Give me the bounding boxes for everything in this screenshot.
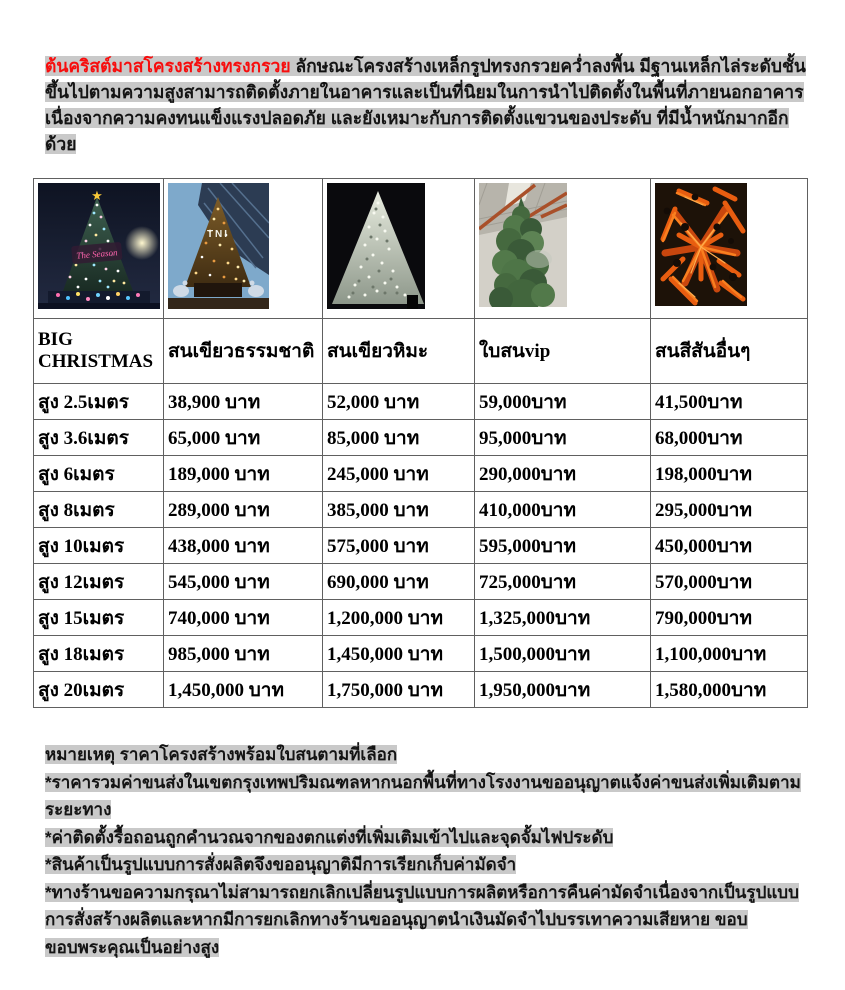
- table-row: [34, 492, 808, 528]
- table-row: [34, 600, 808, 636]
- price-cell: 690,000 บาท: [323, 564, 475, 600]
- table-row: [34, 420, 808, 456]
- price-cell: 41,500บาท: [651, 384, 808, 420]
- photo-gold-tree-tni-building-image: [168, 183, 269, 309]
- height-cell: สูง 15เมตร: [34, 600, 164, 636]
- price-cell: 290,000บาท: [475, 456, 651, 492]
- photo-cell: [651, 179, 808, 319]
- photo-cell: [164, 179, 323, 319]
- photo-tni-text: TNI: [206, 229, 230, 240]
- height-cell: สูง 10เมตร: [34, 528, 164, 564]
- price-cell: 740,000 บาท: [164, 600, 323, 636]
- price-cell: 289,000 บาท: [164, 492, 323, 528]
- price-cell: 1,100,000บาท: [651, 636, 808, 672]
- table-row: [34, 456, 808, 492]
- intro-body-text: ลักษณะโครงสร้างเหล็กรูปทรงกรวยคว่ำลงพื้น มีฐานเหล็กไล่ระดับชั้นขึ้นไปตามความสูงสามารถติดตั้งภายในอาคารและเป็นที่นิยมในการนำไปติดตั้งในพื้นที่ภายนอกอาคารเนื่องจากความคงทนแข็งแรงปลอดภัย และยังเหมาะกับการติดตั้งแขวนของประดับ ที่มีน้ำหนักมากอีกด้วย: [45, 56, 806, 154]
- price-cell: 38,900 บาท: [164, 384, 323, 420]
- col-header-snow-green-pine: สนเขียวหิมะ: [323, 319, 475, 384]
- photo-cell: [323, 179, 475, 319]
- photo-orange-pine-closeup-image: [655, 183, 747, 306]
- price-cell: 189,000 บาท: [164, 456, 323, 492]
- table-row: [34, 384, 808, 420]
- photo-cell: [475, 179, 651, 319]
- intro-paragraph: [45, 53, 813, 157]
- price-cell: 68,000บาท: [651, 420, 808, 456]
- star-icon: ★: [91, 188, 103, 203]
- price-cell: 595,000บาท: [475, 528, 651, 564]
- price-cell: 95,000บาท: [475, 420, 651, 456]
- price-cell: 85,000 บาท: [323, 420, 475, 456]
- price-cell: 725,000บาท: [475, 564, 651, 600]
- price-cell: 1,580,000บาท: [651, 672, 808, 708]
- price-cell: 545,000 บาท: [164, 564, 323, 600]
- table-header-row: [34, 319, 808, 384]
- price-cell: 575,000 บาท: [323, 528, 475, 564]
- height-cell: สูง 12เมตร: [34, 564, 164, 600]
- price-cell: 52,000 บาท: [323, 384, 475, 420]
- price-cell: 295,000บาท: [651, 492, 808, 528]
- col-header-vip-pine: ใบสนvip: [475, 319, 651, 384]
- photo-sign-text: The Season: [75, 247, 118, 261]
- height-cell: สูง 20เมตร: [34, 672, 164, 708]
- price-cell: 245,000 บาท: [323, 456, 475, 492]
- note-deposit: *สินค้าเป็นรูปแบบการสั่งผลิตจึงขออนุญาติมีการเรียกเก็บค่ามัดจำ: [45, 855, 517, 874]
- price-table: [33, 178, 808, 708]
- height-cell: สูง 2.5เมตร: [34, 384, 164, 420]
- notes-section: [45, 741, 815, 961]
- price-cell: 410,000บาท: [475, 492, 651, 528]
- price-cell: 1,450,000 บาท: [164, 672, 323, 708]
- table-row: [34, 672, 808, 708]
- photo-row: [34, 179, 808, 319]
- col-header-natural-green-pine: สนเขียวธรรมชาติ: [164, 319, 323, 384]
- intro-title-red: ต้นคริสต์มาสโครงสร้างทรงกรวย: [45, 56, 291, 76]
- price-cell: 450,000บาท: [651, 528, 808, 564]
- height-cell: สูง 18เมตร: [34, 636, 164, 672]
- photo-white-snow-tree-image: [327, 183, 425, 309]
- price-cell: 1,325,000บาท: [475, 600, 651, 636]
- price-cell: 59,000บาท: [475, 384, 651, 420]
- height-cell: สูง 6เมตร: [34, 456, 164, 492]
- price-cell: 198,000บาท: [651, 456, 808, 492]
- height-cell: สูง 8เมตร: [34, 492, 164, 528]
- price-cell: 570,000บาท: [651, 564, 808, 600]
- col-header-big-christmas: BIG CHRISTMAS: [34, 319, 164, 384]
- price-cell: 385,000 บาท: [323, 492, 475, 528]
- height-cell: สูง 3.6เมตร: [34, 420, 164, 456]
- price-cell: 790,000บาท: [651, 600, 808, 636]
- price-cell: 1,500,000บาท: [475, 636, 651, 672]
- price-cell: 65,000 บาท: [164, 420, 323, 456]
- photo-night-tree-the-season-image: [38, 183, 160, 309]
- photo-green-natural-pine-image: [479, 183, 567, 307]
- price-cell: 1,450,000 บาท: [323, 636, 475, 672]
- price-cell: 438,000 บาท: [164, 528, 323, 564]
- price-cell: 1,750,000 บาท: [323, 672, 475, 708]
- note-shipping: *ราคารวมค่าขนส่งในเขตกรุงเทพปริมณฑลหากนอกพื้นที่ทางโรงงานขออนุญาตแจ้งค่าขนส่งเพิ่มเติมตามระยะทาง: [45, 772, 801, 819]
- note-install: *ค่าติดตั้งรื้อถอนถูกคำนวณจากของตกแต่งที่เพิ่มเติมเข้าไปและจุดจั้มไฟประดับ: [45, 827, 614, 847]
- photo-cell: [34, 179, 164, 319]
- table-row: [34, 528, 808, 564]
- price-cell: 1,950,000บาท: [475, 672, 651, 708]
- col-header-colored-pine: สนสีสันอื่นๆ: [651, 319, 808, 384]
- price-cell: 1,200,000 บาท: [323, 600, 475, 636]
- table-row: [34, 636, 808, 672]
- note-remark: หมายเหตุ ราคาโครงสร้างพร้อมใบสนตามที่เลือก: [45, 745, 398, 764]
- price-cell: 985,000 บาท: [164, 636, 323, 672]
- table-row: [34, 564, 808, 600]
- note-cancellation: *ทางร้านขอความกรุณาไม่สามารถยกเลิกเปลี่ยนรูปแบบการผลิตหรือการคืนค่ามัดจำเนื่องจากเป็นรูปแบบการสั่งสร้างผลิตและหากมีการยกเลิกทางร้านขออนุญาตนำเงินมัดจำไปบรรเทาความเสียหาย ขอบขอบพระคุณเป็นอย่างสูง: [45, 882, 799, 957]
